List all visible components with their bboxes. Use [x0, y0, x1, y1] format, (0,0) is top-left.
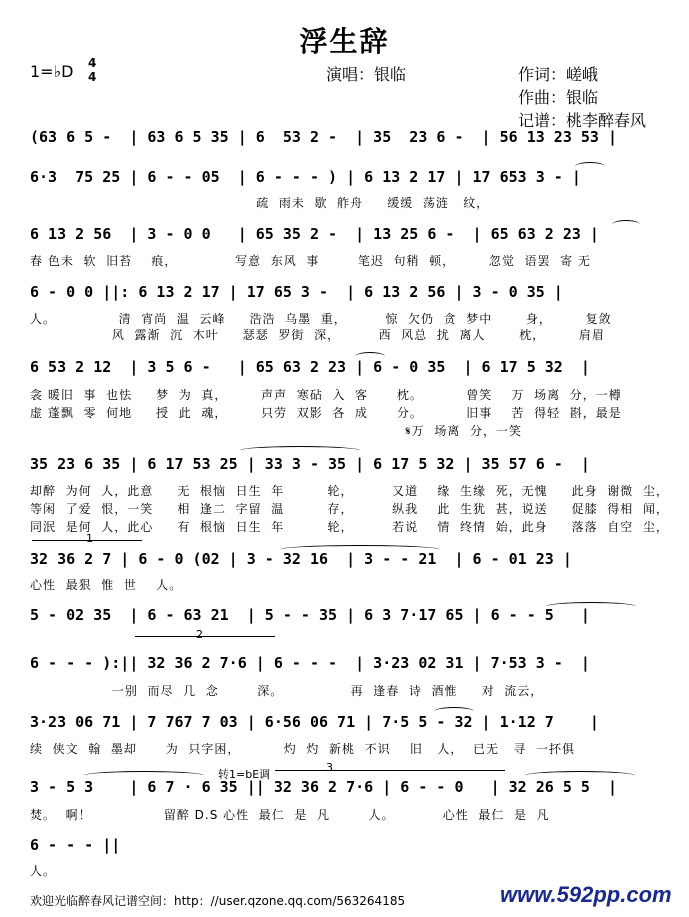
notation-row-3: 6 13 2 56 | 3 - 0 0 | 65 35 2 - | 13 25 6 - | 65 63 2 23 | [30, 225, 599, 243]
volta-number: 3 [326, 761, 333, 774]
notation-row-1: (63 6 5 - | 63 6 5 35 | 6 53 2 - | 35 23 6 - | 56 13 23 53 | [30, 128, 617, 146]
transcriber-credit: 记谱：桃李醉春风 [518, 111, 647, 130]
notation-row-6: 35 23 6 35 | 6 17 53 25 | 33 3 - 35 | 6 17 5 32 | 35 57 6 - | [30, 455, 590, 473]
composer-credit: 作曲：银临 [518, 88, 599, 107]
lyric-line: 衾 暖旧 事 也怯 梦 为 真， 声声 寒砧 入 客 枕。 曾笑 万 场离 分，一樽 [30, 388, 622, 402]
slur-mark [240, 446, 360, 455]
lyric-line: 却醉 为何 人，此意 无 根恼 日生 年 轮， 又道 缘 生缘 死，无愧 此身 谢微 尘， [30, 484, 669, 498]
lyric-line: 等闲 了爱 恨，一笑 相 逢二 字留 温 存， 纵我 此 生犹 甚，说送 促膝 得相 闻， [30, 502, 669, 516]
lyric-line: 焚。 啊！ 留醉 D.S 心性 最仁 是 凡 人。 心性 最仁 是 凡 [30, 808, 550, 822]
lyric-line: 一别 而尽 几 念 深。 再 逢春 诗 酒惟 对 流云， [30, 684, 544, 698]
volta-bracket [275, 770, 505, 771]
time-signature-top: 4 [88, 56, 97, 70]
key-signature: 1=♭D [30, 62, 74, 81]
notation-row-8: 5 - 02 35 | 6 - 63 21 | 5 - - 35 | 6 3 7·17 65 | 6 - - 5 | [30, 606, 590, 624]
time-signature-bottom: 4 [88, 70, 97, 84]
volta-number: 1 [86, 532, 93, 545]
slur-mark [280, 545, 440, 554]
volta-number: 2 [196, 628, 203, 641]
lyric-line: 人。 清 宵尚 温 云峰 浩浩 乌墨 重， 惊 欠仍 贪 梦中 身， 复敛 [30, 312, 612, 326]
lyric-line: 𝄋万 场离 分，一笑 [30, 424, 522, 438]
modulation-mark: 转1=bE调 [218, 768, 271, 781]
slur-mark [434, 707, 474, 716]
slur-mark [84, 771, 204, 780]
slur-mark [612, 220, 640, 229]
notation-row-7: 32 36 2 7 | 6 - 0 (02 | 3 - 32 16 | 3 - - 21 | 6 - 01 23 | [30, 550, 572, 568]
footer-watermark: www.592pp.com [500, 882, 672, 907]
singer-credit: 演唱：银临 [326, 65, 407, 84]
lyric-line: 虚 蓬飘 零 何地 授 此 魂， 只劳 双影 各 成 分。 旧事 苦 得轻 斟，最是 [30, 406, 622, 420]
notation-row-5: 6 53 2 12 | 3 5 6 - | 65 63 2 23 | 6 - 0 35 | 6 17 5 32 | [30, 358, 590, 376]
notation-row-11: 3 - 5 3 | 6 7 · 6 35 || 32 36 2 7·6 | 6 - - 0 | 32 26 5 5 | [30, 778, 617, 796]
slur-mark [575, 162, 605, 171]
footer-url: 欢迎光临醉春风记谱空间：http：//user.qzone.qq.com/563264185 [30, 894, 406, 908]
lyricist-credit: 作词：嵯峨 [518, 65, 599, 84]
lyric-line: 心性 最狠 惟 世 人。 [30, 578, 183, 592]
lyric-line: 春 色未 软 旧苔 痕， 写意 东风 事 笔迟 句稍 顿， 忽觉 语罢 寄 无 [30, 254, 591, 268]
notation-row-12: 6 - - - || [30, 836, 121, 854]
notation-row-9: 6 - - - ):|| 32 36 2 7·6 | 6 - - - | 3·23 02 31 | 7·53 3 - | [30, 654, 590, 672]
lyric-line: 同泯 是何 人，此心 有 根恼 日生 年 轮， 若说 情 终情 始，此身 落落 自空 尘， [30, 520, 669, 534]
lyric-line: 疏 雨未 歇 舴舟 缓缓 荡涟 纹， [30, 196, 490, 210]
notation-row-2: 6·3 75 25 | 6 - - 05 | 6 - - - ) | 6 13 2 17 | 17 653 3 - | [30, 168, 581, 186]
lyric-line: 续 侠文 翰 墨却 为 只字困， 灼 灼 新桃 不识 旧 人， 已无 寻 一抔俱 [30, 742, 576, 756]
slur-mark [546, 602, 636, 611]
notation-row-4: 6 - 0 0 ||: 6 13 2 17 | 17 65 3 - | 6 13 2 56 | 3 - 0 35 | [30, 283, 563, 301]
notation-row-10: 3·23 06 71 | 7 767 7 03 | 6·56 06 71 | 7·5 5 - 32 | 1·12 7 | [30, 713, 599, 731]
slur-mark [525, 771, 635, 780]
lyric-line: 人。 [30, 864, 57, 878]
volta-bracket [135, 636, 275, 637]
lyric-line: 风 露渐 沉 木叶 瑟瑟 罗街 深， 西 风总 扰 离人 枕， 肩眉 [30, 328, 605, 342]
slur-mark [355, 352, 385, 361]
song-title: 浮生辞 [299, 25, 390, 58]
